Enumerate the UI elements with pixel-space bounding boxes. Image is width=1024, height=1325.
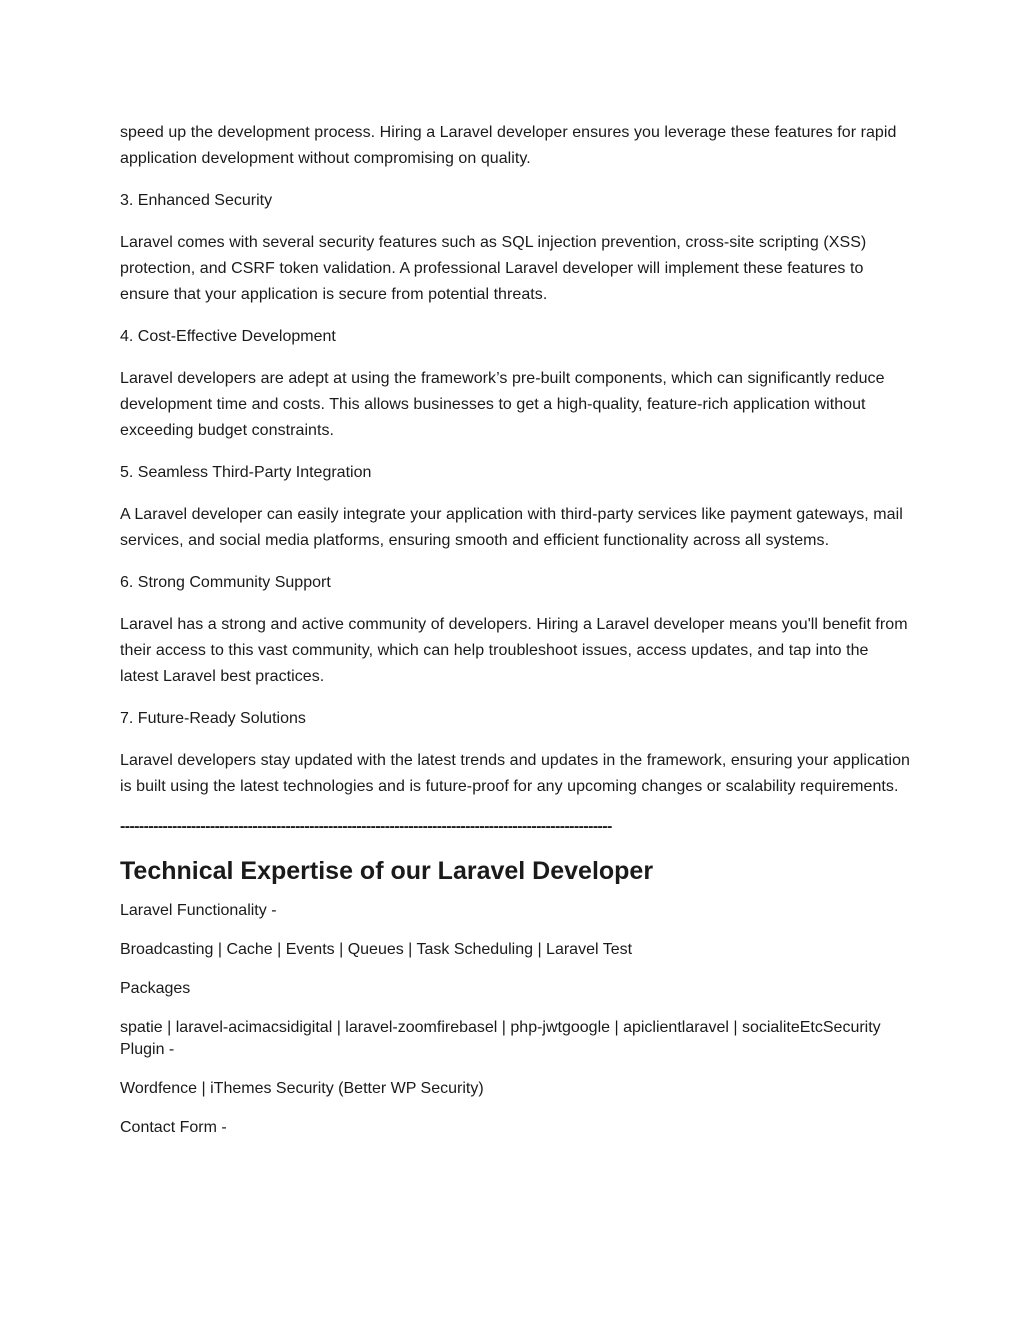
item-text-cost-effective: Laravel developers are adept at using the framework’s pre-built components, which can significantly reduce development time and costs. This allows businesses to get a high-quality, feature-rich application without exceeding budget constraints. [120, 370, 885, 439]
security-plugin-list: Wordfence | iThemes Security (Better WP Security) [120, 1080, 484, 1097]
packages-label: Packages [120, 980, 191, 997]
contact-form-label: Contact Form - [120, 1119, 227, 1136]
dashed-separator: -------------------------------------------------------------------------------------------------------- [120, 818, 612, 835]
functionality-label: Laravel Functionality - [120, 902, 277, 919]
item-heading-community: 6. Strong Community Support [120, 574, 331, 591]
item-text-third-party: A Laravel developer can easily integrate your application with third-party services like payment gateways, mail services, and social media platforms, ensuring smooth and efficient functionality across all systems. [120, 506, 903, 549]
item-heading-cost-effective: 4. Cost-Effective Development [120, 328, 336, 345]
item-heading-future-ready: 7. Future-Ready Solutions [120, 710, 306, 727]
intro-paragraph: speed up the development process. Hiring a Laravel developer ensures you leverage these features for rapid application development without compromising on quality. [120, 124, 897, 167]
item-heading-enhanced-security: 3. Enhanced Security [120, 192, 273, 209]
item-text-enhanced-security: Laravel comes with several security features such as SQL injection prevention, cross-site scripting (XSS) protection, and CSRF token validation. A professional Laravel developer will implement these features to ensure that your application is secure from potential threats. [120, 234, 867, 303]
item-heading-third-party: 5. Seamless Third-Party Integration [120, 464, 372, 481]
document-page [120, 120, 910, 1156]
functionality-list: Broadcasting | Cache | Events | Queues | Task Scheduling | Laravel Test [120, 941, 633, 958]
item-text-future-ready: Laravel developers stay updated with the latest trends and updates in the framework, ensuring your application is built using the latest technologies and is future-proof for any upcoming changes or scalability requirements. [120, 752, 910, 795]
packages-list: spatie | laravel-acimacsidigital | laravel-zoomfirebasel | php-jwtgoogle | apiclientlaravel | socialiteEtcSecurity Plugin - [120, 1019, 881, 1058]
section-title: Technical Expertise of our Laravel Developer [120, 857, 654, 885]
item-text-community: Laravel has a strong and active community of developers. Hiring a Laravel developer means you'll benefit from their access to this vast community, which can help troubleshoot issues, access updates, and tap into the latest Laravel best practices. [120, 616, 908, 685]
